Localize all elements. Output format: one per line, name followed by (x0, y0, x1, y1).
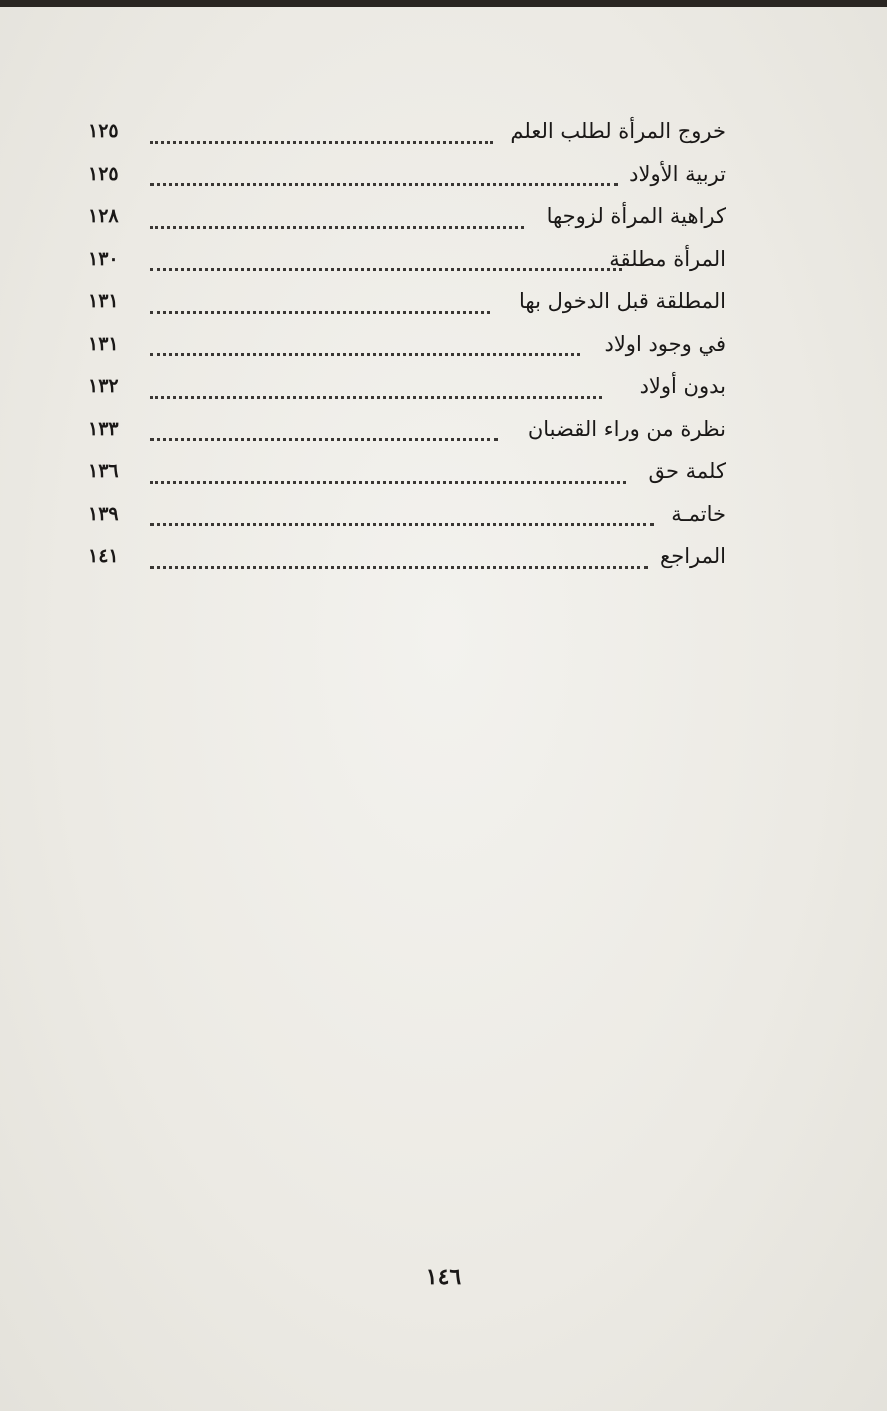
leader-dots (150, 226, 524, 229)
toc-entry-title: خاتمـة (671, 501, 726, 526)
toc-page-number: ١٢٨ (88, 205, 119, 227)
toc-entry-title: المراجع (660, 544, 726, 568)
toc-page-number: ١٣١ (88, 332, 119, 355)
leader-dots (150, 566, 648, 569)
toc-entry-title: بدون أولاد (639, 374, 726, 398)
toc-page-number: ١٣١ (88, 290, 119, 312)
leader-dots (150, 141, 493, 144)
toc-page-number: ١٣٢ (88, 375, 119, 397)
toc-entry-title: كلمة حق (648, 459, 726, 483)
leader-dots (150, 481, 626, 484)
toc-entry (88, 496, 726, 539)
toc-entry-title: تربية الأولاد (629, 161, 726, 186)
toc-entry (88, 198, 726, 241)
leader-dots (150, 396, 602, 399)
table-of-contents (88, 113, 726, 581)
leader-dots (150, 268, 622, 271)
page-number: ١٤٦ (425, 1264, 462, 1290)
leader-dots (150, 523, 654, 526)
toc-entry (88, 538, 726, 581)
toc-page-number: ١٢٥ (88, 120, 119, 142)
leader-dots (150, 183, 618, 186)
toc-entry (88, 156, 726, 199)
toc-page-number: ١٣٩ (88, 502, 119, 525)
toc-entry (88, 368, 726, 411)
toc-entry-title: خروج المرأة لطلب العلم (510, 119, 726, 143)
leader-dots (150, 438, 498, 441)
toc-page-number: ١٣٣ (88, 417, 119, 440)
leader-dots (150, 353, 580, 356)
toc-entry-title: المرأة مطلقة (609, 246, 726, 271)
toc-entry (88, 241, 726, 284)
toc-entry (88, 453, 726, 496)
toc-entry (88, 411, 726, 454)
leader-dots (150, 311, 490, 314)
page-top-edge (0, 0, 887, 7)
toc-page-number: ١٤١ (88, 545, 119, 567)
toc-entry-title: كراهية المرأة لزوجها (546, 204, 726, 228)
toc-entry-title: المطلقة قبل الدخول بها (518, 289, 726, 313)
toc-entry-title: نظرة من وراء القضبان (527, 416, 726, 441)
toc-entry (88, 326, 726, 369)
toc-entry-title: في وجود اولاد (604, 331, 726, 356)
toc-page-number: ١٣٠ (88, 247, 119, 270)
toc-entry (88, 283, 726, 326)
toc-entry (88, 113, 726, 156)
toc-page-number: ١٢٥ (88, 162, 119, 185)
toc-page-number: ١٣٦ (88, 460, 119, 482)
